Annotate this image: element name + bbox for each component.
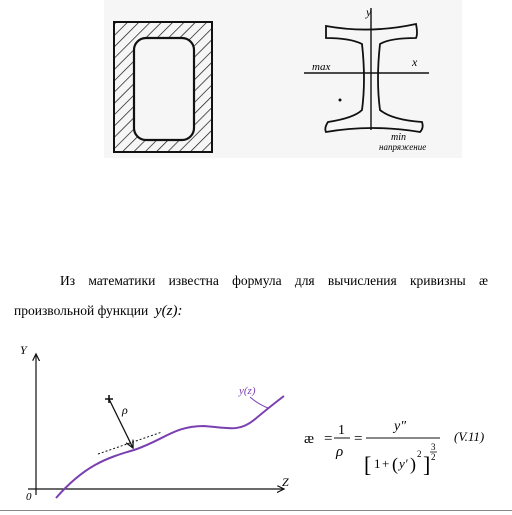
cross-section-sketch — [104, 0, 462, 158]
right-bracket: ] — [423, 452, 431, 477]
formula-svg — [300, 410, 500, 500]
formula-lhs: æ — [304, 431, 315, 447]
paragraph-line-2 — [14, 296, 488, 326]
curve-label: y(z) — [239, 385, 256, 397]
paragraph-line-1: Из математики известна формула для вычисления кривизны æ — [60, 273, 488, 288]
left-bracket: [ — [364, 452, 372, 477]
body-paragraph — [14, 266, 488, 326]
graph-svg — [14, 340, 304, 505]
sketch-stress-label: напряжение — [379, 142, 427, 152]
formula-eq2: = — [354, 431, 363, 447]
graph-origin-label: 0 — [26, 491, 32, 503]
right-paren: ) — [410, 454, 416, 474]
formula-exp-num: 3 — [431, 442, 436, 452]
center-of-curvature-mark — [105, 395, 113, 403]
sketch-min-label: min — [391, 132, 406, 143]
curve-label-pointer — [250, 397, 268, 408]
sketch-max-label: max — [312, 61, 331, 73]
formula-number: (V.11) — [454, 429, 485, 444]
box-section — [114, 22, 212, 152]
left-paren: ( — [392, 454, 398, 474]
formula-exp-den: 2 — [431, 452, 436, 462]
curvature-formula — [300, 410, 500, 500]
formula-den-one: 1 — [374, 456, 381, 471]
graph-y-label: Y — [20, 343, 27, 357]
formula-den-y: y′ — [399, 456, 408, 471]
bottom-divider — [0, 510, 512, 511]
rho-label: ρ — [122, 403, 128, 417]
curvature-radius-arrow — [109, 399, 133, 448]
formula-rho: ρ — [336, 444, 344, 460]
sketch-x-label: x — [412, 55, 418, 69]
formula-den-plus: + — [382, 456, 390, 471]
graph-z-label: Z — [282, 475, 289, 489]
function-notation: y(z): — [154, 303, 183, 319]
i-beam-section — [325, 24, 422, 132]
sketch-svg — [104, 0, 462, 158]
formula-one: 1 — [338, 423, 345, 438]
paragraph-line-2-text: произвольной функции — [14, 303, 149, 318]
sketch-y-label: y — [366, 5, 372, 19]
formula-den-square: 2 — [417, 449, 422, 459]
formula-eq1: = — [324, 431, 333, 447]
curvature-graph — [14, 340, 304, 505]
formula-numerator: y″ — [394, 419, 407, 434]
function-curve — [56, 396, 284, 498]
